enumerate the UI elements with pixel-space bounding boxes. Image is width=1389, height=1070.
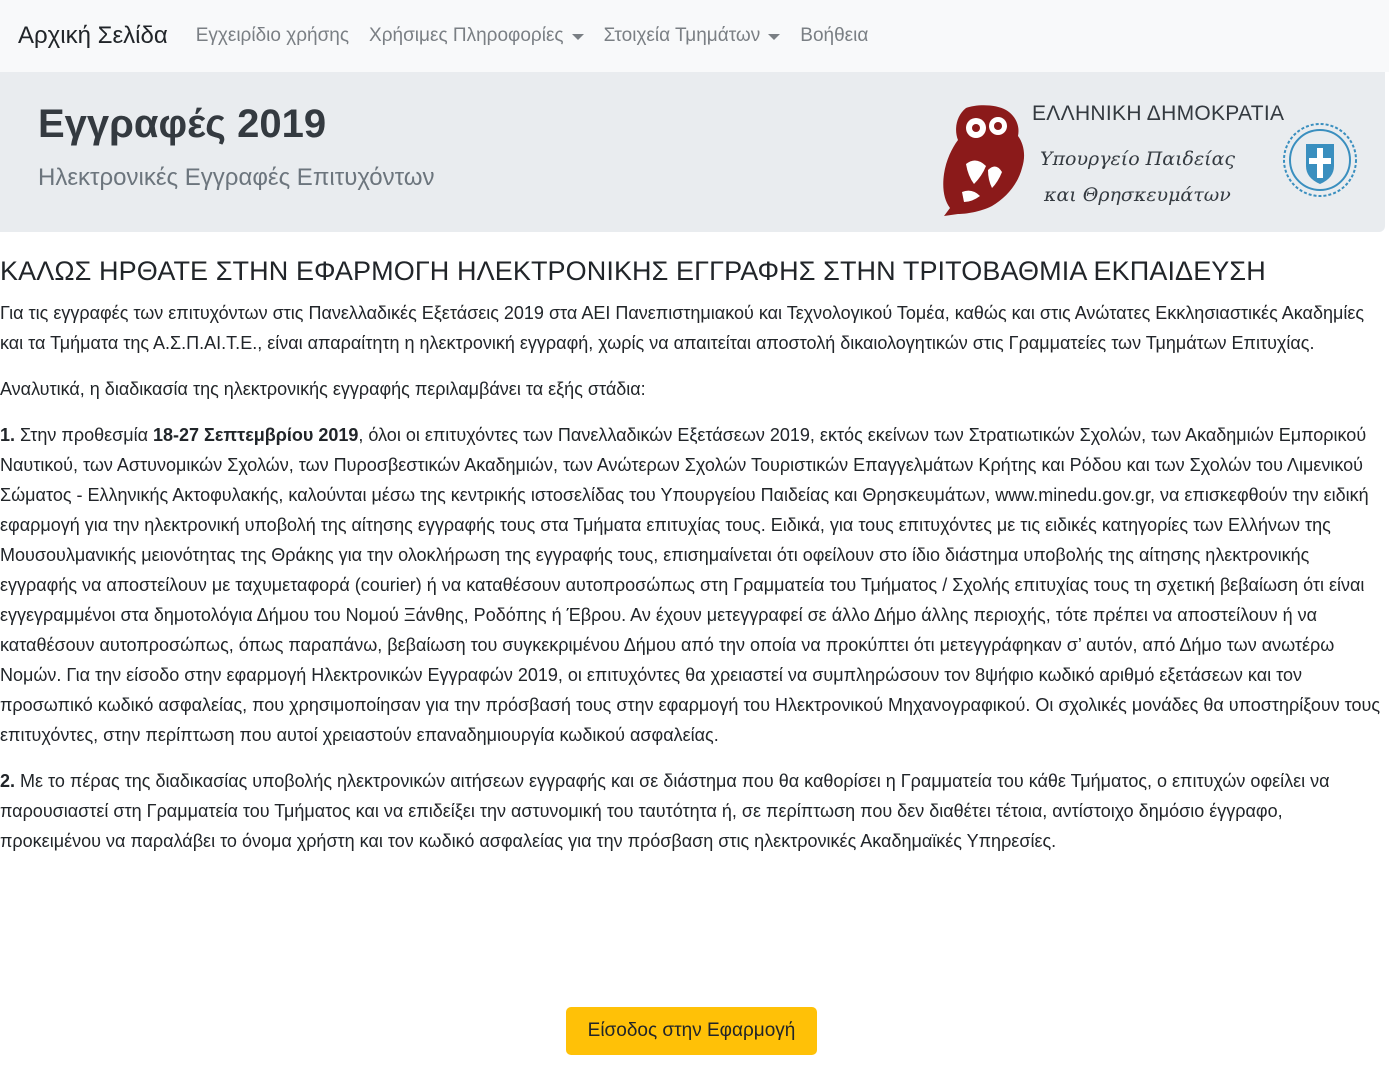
nav-department-info-dropdown[interactable]	[604, 25, 781, 47]
ministry-logo	[936, 96, 1366, 220]
caret-down-icon	[768, 34, 780, 40]
intro-paragraph: Για τις εγγραφές των επιτυχόντων στις Πανελλαδικές Εξετάσεις 2019 στα ΑΕΙ Πανεπιστημιακού και Τεχνολογικού Τομέα, καθώς και στις Ανώτατες Εκκλησιαστικές Ακαδημίες και τα Τμήματα της Α.Σ.Π.ΑΙ.Τ.Ε., είναι απαραίτητη η ηλεκτρονική εγγραφή, χωρίς να απαιτείται αποστολή δικαιολογητικών στις Γραμματείες των Τμημάτων Επιτυχίας.	[0, 303, 1365, 353]
step1-deadline: 18-27 Σεπτεμβρίου 2019	[153, 425, 359, 445]
step1-lead: Στην προθεσμία	[15, 425, 153, 445]
step2-paragraph	[0, 766, 1386, 856]
enter-button-wrapper	[566, 1007, 817, 1055]
welcome-heading: ΚΑΛΩΣ ΗΡΘΑΤΕ ΣΤΗΝ ΕΦΑΡΜΟΓΗ ΗΛΕΚΤΡΟΝΙΚΗΣ ΕΓΓΡΑΦΗΣ ΣΤΗΝ ΤΡΙΤΟΒΑΘΜΙΑ ΕΚΠΑΙΔΕΥΣΗ	[0, 256, 1266, 286]
step2-number: 2.	[0, 771, 16, 791]
nav-useful-info-dropdown[interactable]	[369, 25, 584, 47]
greek-emblem-icon	[1280, 120, 1360, 200]
nav-help-label: Βοήθεια	[800, 25, 869, 46]
step1-text: , όλοι οι επιτυχόντες των Πανελλαδικών Εξετάσεων 2019, εκτός εκείνων των Στρατιωτικών Σχολών, των Ακαδημιών Εμπορικού Ναυτικού, των Αστυνομικών Σχολών, των Πυροσβεστικών Ακαδημιών, των Ανώτερων Σχολών Τουριστικών Επαγγελμάτων Κρήτης και Ρόδου και των Σχολών του Λιμενικού Σώματος - Ελληνικής Ακτοφυλακής, καλούνται μέσω της κεντρικής ιστοσελίδας του Υπουργείου Παιδείας και Θρησκευμάτων, www.minedu.gov.gr, να επισκεφθούν την ειδική εφαρμογή για την ηλεκτρονική υποβολή της αίτησης εγγραφής τους στα Τμήματα επιτυχίας τους. Ειδικά, για τους επιτυχόντες με τις ειδικές κατηγορίες των Ελλήνων της Μουσουλμανικής μειονότητας της Θράκης για την ολοκλήρωση της εγγραφής τους, επισημαίνεται ότι οφείλουν στο ίδιο διάστημα υποβολής της αίτησης ηλεκτρονικής εγγραφής να αποστείλουν με ταχυμεταφορά (courier) ή να καταθέσουν αυτοπροσώπως στη Γραμματεία του Τμήματος / Σχολής επιτυχίας τους τη σχετική βεβαίωση ότι είναι εγγεγραμμένοι στα δημοτολόγια Δήμου του Νομού Ξάνθης, Ροδόπης ή Έβρου. Αν έχουν μετεγγραφεί σε άλλο Δήμο άλλης περιοχής, τότε πρέπει να αποστείλουν ή να καταθέσουν αυτοπροσώπως, όπως παραπάνω, βεβαίωση του συγκεκριμένου Δήμου από την οποία να προκύπτει ότι μετεγγράφηκαν σ’ αυτόν, από Δήμο των ανωτέρω Νομών. Για την είσοδο στην εφαρμογή Ηλεκτρονικών Εγγραφών 2019, οι επιτυχόντες θα χρειαστεί να συμπληρώσουν τον 8ψήφιο κωδικό αριθμό εξετάσεων και τον προσωπικό κωδικό ασφαλείας, που χρησιμοποίησαν για την πρόσβασή τους στην εφαρμογή του Ηλεκτρονικού Μηχανογραφικού. Οι σχολικές μονάδες θα υποστηρίξουν τους επιτυχόντες, στην περίπτωση που αυτοί χρειαστούν επαναδημιουργία κωδικού ασφαλείας.	[0, 425, 1381, 745]
main-content	[0, 252, 1389, 856]
stages-intro-paragraph: Αναλυτικά, η διαδικασία της ηλεκτρονικής εγγραφής περιλαμβάνει τα εξής στάδια:	[0, 379, 646, 399]
page-title: Εγγραφές 2019	[38, 102, 327, 146]
home-link[interactable]: Αρχική Σελίδα	[18, 22, 168, 49]
step1-paragraph	[0, 420, 1386, 750]
enter-application-button[interactable]: Είσοδος στην Εφαρμογή	[566, 1007, 817, 1055]
ministry-name-line1: Υπουργείο Παιδείας	[1040, 148, 1236, 170]
top-navbar	[0, 0, 1389, 72]
nav-user-manual-label: Εγχειρίδιο χρήσης	[195, 25, 350, 46]
nav-useful-info-label: Χρήσιμες Πληροφορίες	[369, 25, 564, 46]
nav-department-info-label: Στοιχεία Τμημάτων	[603, 25, 761, 46]
page-subtitle: Ηλεκτρονικές Εγγραφές Επιτυχόντων	[38, 164, 435, 191]
ministry-name-line2: και Θρησκευμάτων	[1044, 184, 1231, 206]
step1-number: 1.	[0, 425, 16, 445]
caret-down-icon	[572, 34, 584, 40]
nav-help[interactable]	[800, 25, 868, 47]
country-name: ΕΛΛΗΝΙΚΗ ΔΗΜΟΚΡΑΤΙΑ	[1032, 102, 1285, 125]
step2-text: Με το πέρας της διαδικασίας υποβολής ηλεκτρονικών αιτήσεων εγγραφής και σε διάστημα που θα καθορίσει η Γραμματεία του κάθε Τμήματος, ο επιτυχών οφείλει να παρουσιαστεί στη Γραμματεία του Τμήματος και να επιδείξει την αστυνομική του ταυτότητα ή, σε περίπτωση που δεν διαθέτει τέτοια, αντίστοιχο δημόσιο έγγραφο, προκειμένου να παραλάβει το όνομα χρήστη και τον κωδικό ασφαλείας για την πρόσβαση στις ηλεκτρονικές Ακαδημαϊκές Υπηρεσίες.	[0, 771, 1330, 851]
owl-logo-icon	[936, 104, 1028, 216]
nav-user-manual[interactable]	[196, 25, 349, 47]
